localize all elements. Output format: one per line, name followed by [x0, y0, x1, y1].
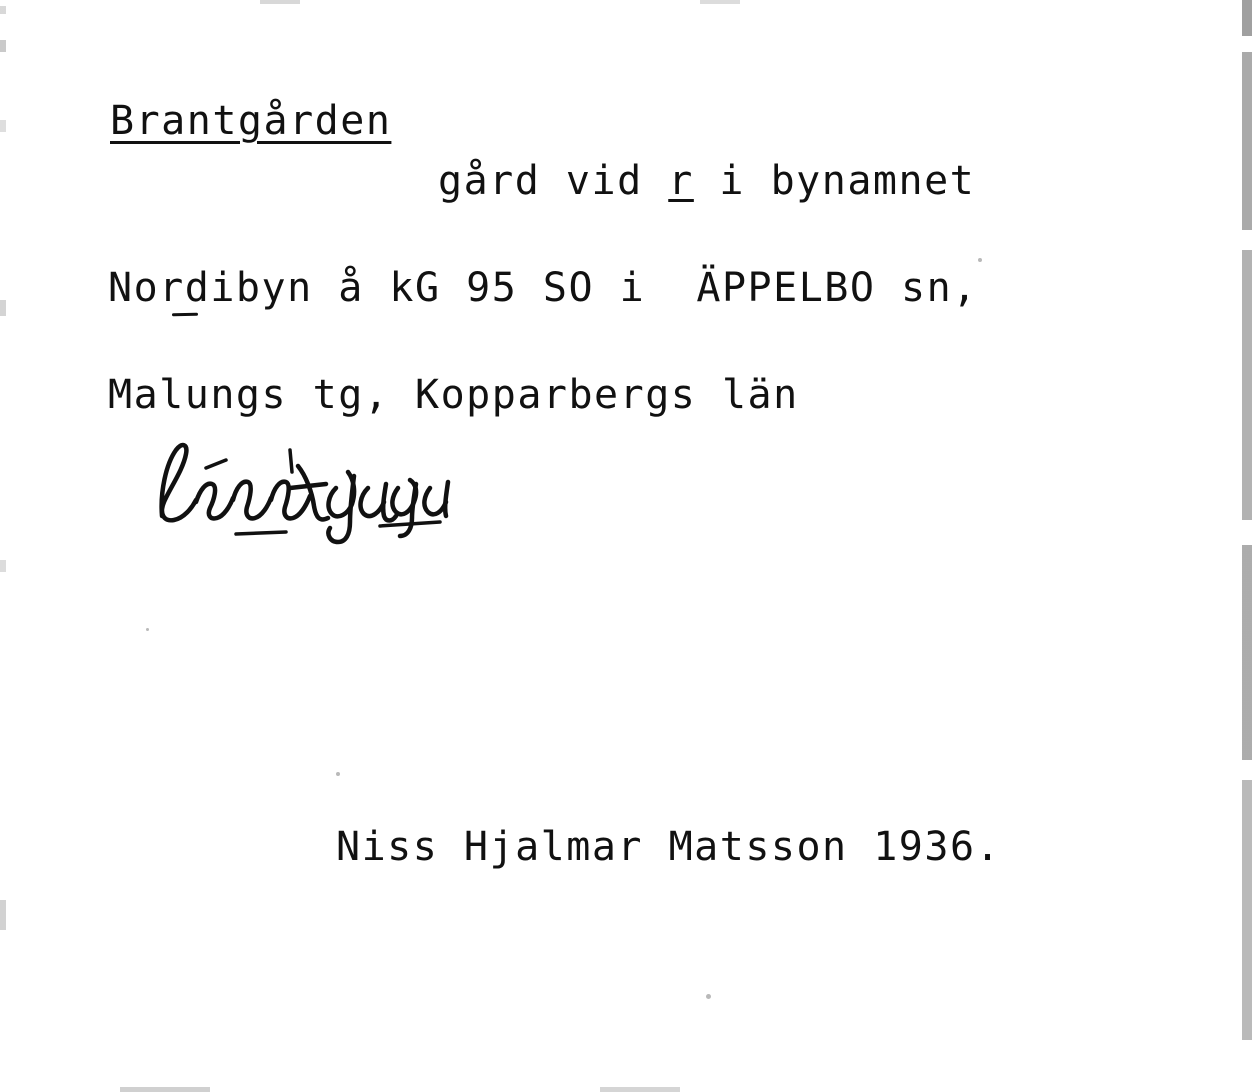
scan-edge-top [0, 0, 1252, 4]
gloss-prefix: gård vid [438, 158, 669, 204]
location-line-1: Nordibyn å kG 95 SO i ÄPPELBO sn, [108, 265, 978, 311]
scan-speck [706, 994, 711, 999]
scan-speck [146, 628, 149, 631]
scan-edge-right [1242, 0, 1252, 1092]
scan-speck [336, 772, 340, 776]
scan-speck [978, 258, 982, 262]
gloss-suffix: i bynamnet [693, 158, 976, 204]
headword: Brantgården [110, 98, 392, 144]
scan-edge-left [0, 0, 6, 1092]
source-line: Niss Hjalmar Matsson 1936. [336, 824, 1002, 870]
scan-edge-bottom [0, 1087, 1252, 1092]
pen-underline-mark [172, 313, 198, 316]
gloss-line [438, 158, 975, 204]
handwriting-strokes [140, 430, 520, 550]
gloss-underlined-token: r [668, 158, 694, 204]
location-line-2: Malungs tg, Kopparbergs län [108, 372, 799, 418]
handwritten-pronunciation [140, 430, 520, 550]
